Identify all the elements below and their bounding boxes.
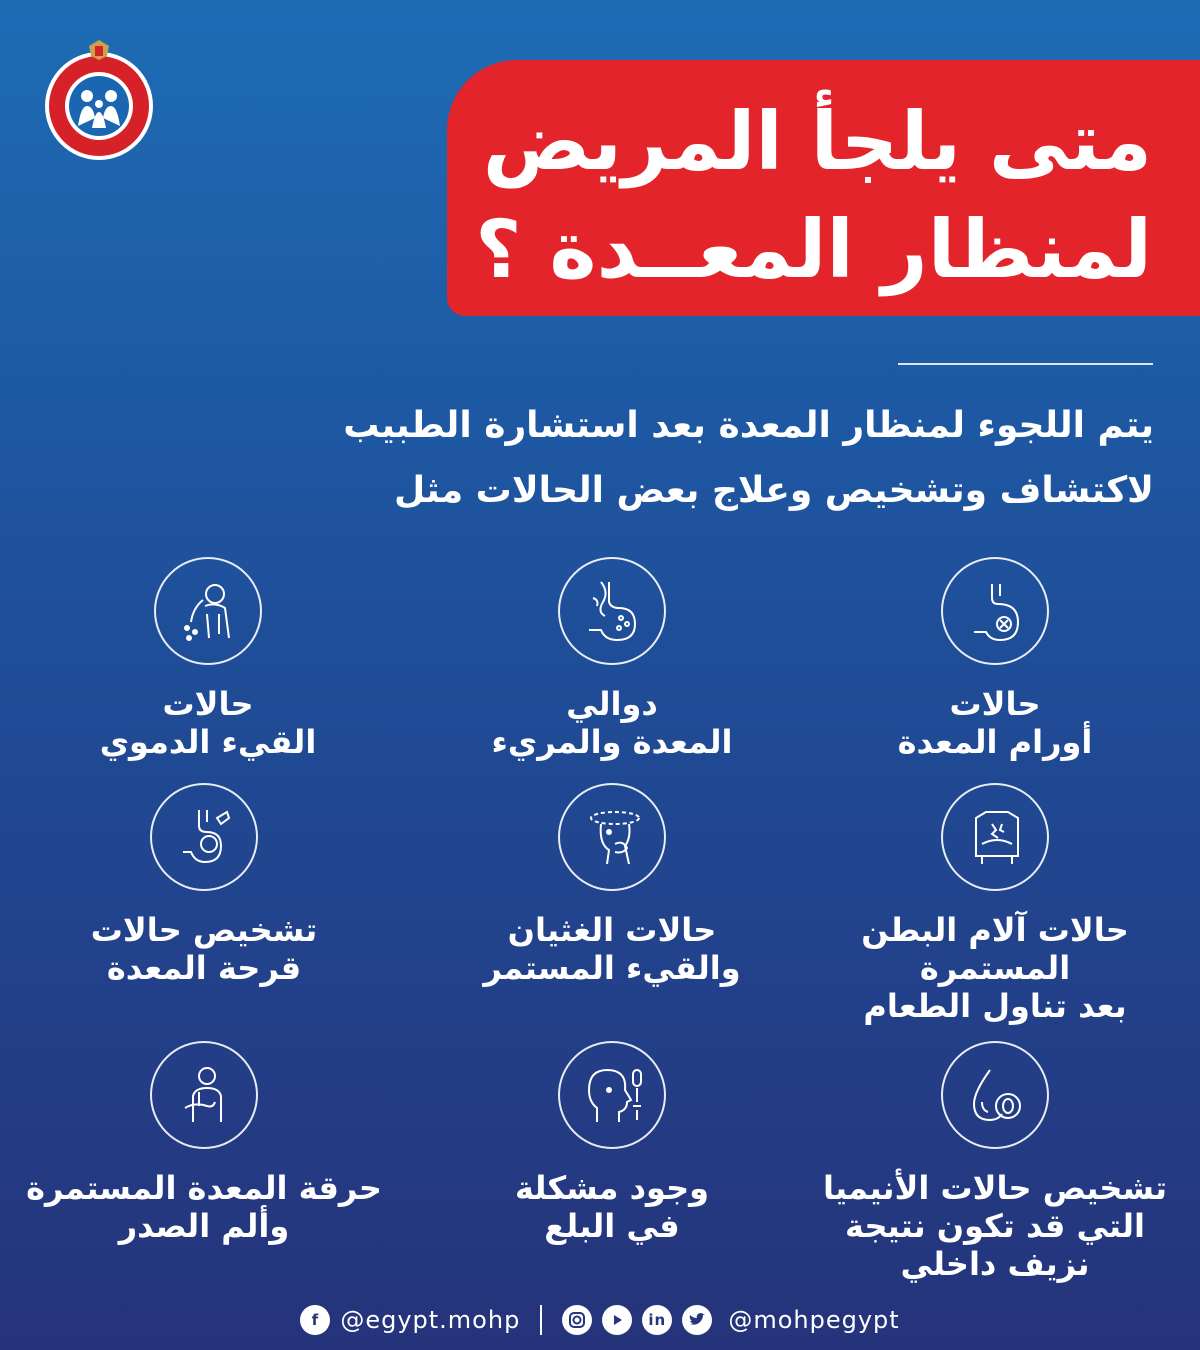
ministry-logo	[40, 38, 158, 162]
item-label-line: وجود مشكلة	[514, 1169, 710, 1207]
item-ulcer	[14, 783, 394, 1043]
intro-line-2: لاكتشاف وتشخيص وعلاج بعض الحالات مثل	[394, 470, 1154, 511]
item-anemia	[805, 1041, 1185, 1301]
item-label-line: تشخيص حالات	[90, 911, 318, 949]
intro-line-1: يتم اللجوء لمنظار المعدة بعد استشارة الطبيب	[343, 405, 1154, 446]
item-label-line: حالات آلام البطن	[861, 911, 1129, 949]
item-label-line: بعد تناول الطعام	[863, 987, 1127, 1025]
anemia-blood-drop-icon	[941, 1041, 1049, 1149]
item-abdominal-pain	[805, 783, 1185, 1043]
linkedin-icon[interactable]: in	[642, 1305, 672, 1335]
footer-separator	[540, 1305, 542, 1335]
nausea-icon	[558, 783, 666, 891]
social-handle[interactable]: @mohpegypt	[728, 1306, 900, 1334]
twitter-icon[interactable]	[682, 1305, 712, 1335]
title-line-1: متى يلجأ المريض	[482, 95, 1152, 188]
esophagus-varices-icon	[558, 557, 666, 665]
item-label-line: المعدة والمريء	[491, 723, 733, 761]
vomiting-blood-icon	[154, 557, 262, 665]
divider	[898, 363, 1153, 365]
facebook-handle[interactable]: @egypt.mohp	[340, 1306, 521, 1334]
heartburn-chest-pain-icon	[150, 1041, 258, 1149]
stomach-tumor-icon	[941, 557, 1049, 665]
item-label-line: والقيء المستمر	[483, 949, 741, 987]
title-line-2: لمنظار المعــدة ؟	[475, 203, 1152, 296]
item-label-line: دوالي	[566, 685, 658, 723]
item-label-line: حرقة المعدة المستمرة	[26, 1169, 382, 1207]
item-nausea	[422, 783, 802, 1043]
youtube-icon[interactable]	[602, 1305, 632, 1335]
item-label-line: تشخيص حالات الأنيميا	[822, 1169, 1168, 1207]
item-heartburn	[14, 1041, 394, 1301]
abdominal-pain-icon	[941, 783, 1049, 891]
facebook-icon[interactable]: f	[300, 1305, 330, 1335]
item-label-line: في البلع	[544, 1207, 680, 1245]
item-label-line: وألم الصدر	[118, 1207, 290, 1245]
item-label-line: حالات	[949, 685, 1041, 723]
item-label-line: التي قد تكون نتيجة	[845, 1207, 1145, 1245]
item-label-line: أورام المعدة	[897, 723, 1093, 761]
stomach-ulcer-icon	[150, 783, 258, 891]
item-stomach-tumors	[805, 557, 1185, 817]
item-label-line: حالات	[162, 685, 254, 723]
item-label-line: المستمرة	[919, 949, 1071, 987]
item-label-line: القيء الدموي	[99, 723, 317, 761]
item-label-line: حالات الغثيان	[507, 911, 717, 949]
item-label-line: نزيف داخلي	[900, 1245, 1090, 1283]
social-footer	[0, 1300, 1200, 1340]
item-label-line: قرحة المعدة	[106, 949, 302, 987]
swallowing-problem-icon	[558, 1041, 666, 1149]
item-vomiting-blood	[18, 557, 398, 817]
title-banner	[447, 60, 1200, 316]
item-varices	[422, 557, 802, 817]
instagram-icon[interactable]	[562, 1305, 592, 1335]
item-swallowing	[422, 1041, 802, 1301]
